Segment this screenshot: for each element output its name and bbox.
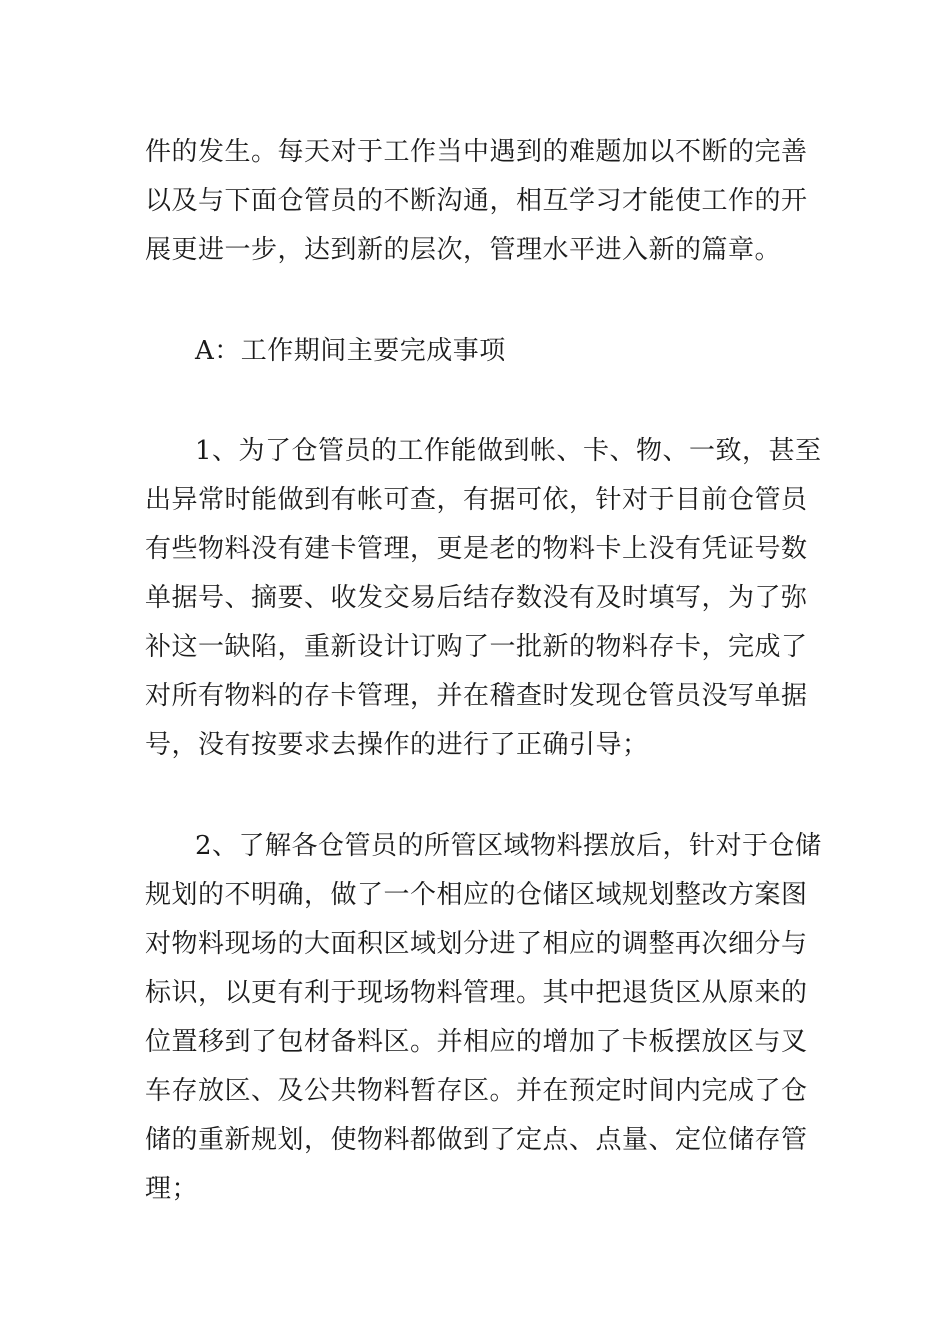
text-line: 以及与下面仓管员的不断沟通，相互学习才能使工作的开 bbox=[145, 186, 808, 216]
text-line: 1、为了仓管员的工作能做到帐、卡、物、一致，甚至 bbox=[195, 436, 822, 466]
text-line: 2、了解各仓管员的所管区域物料摆放后，针对于仓储 bbox=[195, 831, 822, 861]
text-line: 位置移到了包材备料区。并相应的增加了卡板摆放区与叉 bbox=[145, 1027, 808, 1057]
text-line: 单据号、摘要、收发交易后结存数没有及时填写，为了弥 bbox=[145, 583, 808, 613]
text-line: 规划的不明确，做了一个相应的仓储区域规划整改方案图 bbox=[145, 880, 808, 910]
text-line: 车存放区、及公共物料暂存区。并在预定时间内完成了仓 bbox=[145, 1076, 808, 1106]
text-line: 展更进一步，达到新的层次，管理水平进入新的篇章。 bbox=[145, 235, 782, 265]
text-line: 理； bbox=[145, 1174, 199, 1204]
text-line: 储的重新规划，使物料都做到了定点、点量、定位储存管 bbox=[145, 1125, 808, 1155]
text-line: 有些物料没有建卡管理，更是老的物料卡上没有凭证号数 bbox=[145, 534, 808, 564]
text-line: 标识，以更有利于现场物料管理。其中把退货区从原来的 bbox=[145, 978, 808, 1008]
text-line: 对所有物料的存卡管理，并在稽查时发现仓管员没写单据 bbox=[145, 681, 808, 711]
text-line: 件的发生。每天对于工作当中遇到的难题加以不断的完善 bbox=[145, 137, 808, 167]
text-line: 出异常时能做到有帐可查，有据可依，针对于目前仓管员 bbox=[145, 485, 808, 515]
text-line: 对物料现场的大面积区域划分进了相应的调整再次细分与 bbox=[145, 929, 808, 959]
text-line: 补这一缺陷，重新设计订购了一批新的物料存卡，完成了 bbox=[145, 632, 808, 662]
text-line: 号，没有按要求去操作的进行了正确引导； bbox=[145, 730, 649, 760]
section-heading: A：工作期间主要完成事项 bbox=[195, 336, 506, 366]
